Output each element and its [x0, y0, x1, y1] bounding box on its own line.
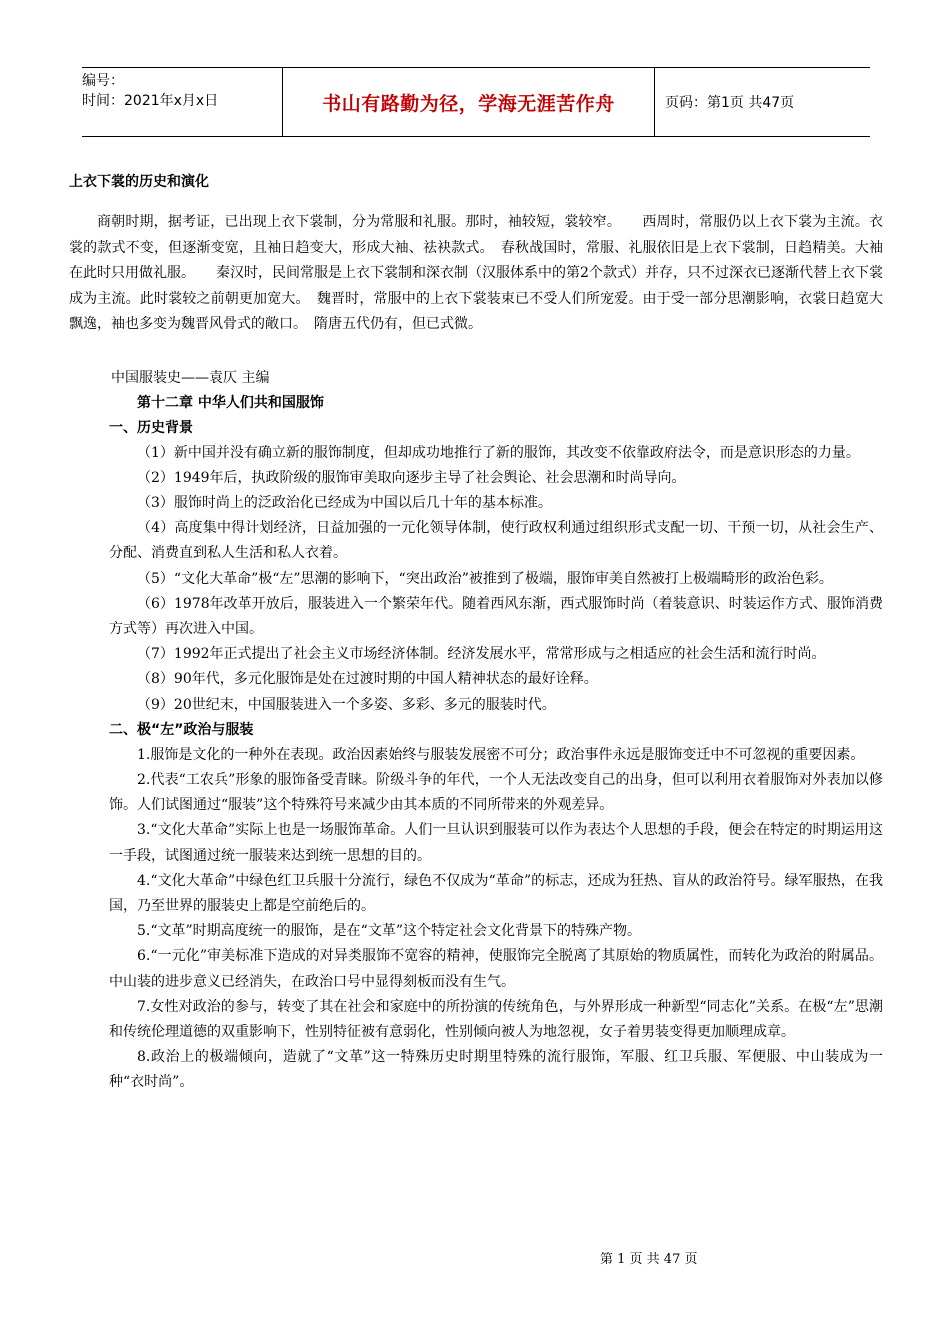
header-time-label: 时间：2021年x月x日 [82, 93, 219, 109]
part1-title: 一、历史背景 [109, 419, 193, 436]
list-item: 1.服饰是文化的一种外在表现。政治因素始终与服装发展密不可分；政治事件永远是服饰变迁中不可忽视的重要因素。 [137, 746, 865, 763]
list-item: 4.“文化大革命”中绿色红卫兵服十分流行，绿色不仅成为“革命”的标志，还成为狂热、盲从的政治符号。绿军服热，在我国，乃至世界的服装史上都是空前绝后的。 [109, 872, 883, 914]
document-body [69, 170, 883, 1096]
part1-list [69, 441, 883, 718]
list-item: 8.政治上的极端倾向，造就了“文革”这一特殊历史时期里特殊的流行服饰，军服、红卫兵服、军便服、中山装成为一种“衣时尚”。 [109, 1049, 883, 1091]
list-item: 3.“文化大革命”实际上也是一场服饰革命。人们一旦认识到服装可以作为表达个人思想的手段，便会在特定的时期运用这一手段，试图通过统一服装来达到统一思想的目的。 [109, 822, 883, 864]
list-item: 5.“文革”时期高度统一的服饰，是在“文革”这个特定社会文化背景下的特殊产物。 [137, 923, 641, 940]
list-item: （7）1992年正式提出了社会主义市场经济体制。经济发展水平，常常形成与之相适应的社会生活和流行时尚。 [137, 646, 826, 663]
chapter-title: 第十二章 中华人们共和国服饰 [137, 394, 324, 411]
header-motto: 书山有路勤为径，学海无涯苦作舟 [322, 92, 615, 115]
section-title: 上衣下裳的历史和演化 [69, 174, 209, 190]
list-item: 7.女性对政治的参与，转变了其在社会和家庭中的所扮演的传统角色，与外界形成一种新型“同志化”关系。在极“左”思潮和传统伦理道德的双重影响下，性别特征被有意弱化，性别倾向被人为地忽视，女子着男装变得更加顺理成章。 [109, 998, 883, 1040]
header-id-label: 编号： [82, 73, 124, 89]
list-item: （3）服饰时尚上的泛政治化已经成为中国以后几十年的基本标准。 [137, 494, 552, 511]
list-item: （6）1978年改革开放后，服装进入一个繁荣年代。随着西风东渐，西式服饰时尚（着装意识、时装运作方式、服饰消费方式等）再次进入中国。 [109, 595, 883, 637]
page-header [82, 67, 870, 137]
list-item: （4）高度集中得计划经济，日益加强的一元化领导体制，使行政权利通过组织形式支配一切、干预一切，从社会生产、分配、消费直到私人生活和私人衣着。 [109, 520, 883, 562]
header-motto-cell [282, 68, 655, 136]
part2-list [69, 743, 883, 1096]
intro-paragraph: 商朝时期，据考证，已出现上衣下裳制，分为常服和礼服。那时，袖较短，裳较窄。 西周时，常服仍以上衣下裳为主流。衣裳的款式不变，但逐渐变宽，且袖日趋变大，形成大袖、祛袂款式。 春秋战国时，常服、礼服依旧是上衣下裳制，日趋精美。大袖在此时只用做礼服。 秦汉时，民间常服是上衣下裳制和深衣制（汉服体系中的第2个款式）并存，只不过深衣已逐渐代替上衣下裳成为主流。此时裳较之前朝更加宽大。 魏晋时，常服中的上衣下裳装束已不受人们所宠爱。由于受一部分思潮影响，衣裳日趋宽大飘逸，袖也多变为魏晋风骨式的敞口。 隋唐五代仍有，但已式微。 [69, 214, 883, 332]
header-meta [82, 68, 282, 136]
book-reference: 中国服装史——袁仄 主编 [111, 369, 270, 386]
list-item: （9）20世纪末，中国服装进入一个多姿、多彩、多元的服装时代。 [137, 696, 556, 713]
part2-title: 二、极“左”政治与服装 [109, 721, 254, 738]
list-item: （5）“文化大革命”极“左”思潮的影响下，“突出政治”被推到了极端，服饰审美自然被打上极端畸形的政治色彩。 [137, 570, 833, 587]
list-item: （2）1949年后，执政阶级的服饰审美取向逐步主导了社会舆论、社会思潮和时尚导向。 [137, 469, 686, 486]
list-item: 2.代表“工农兵”形象的服饰备受青睐。阶级斗争的年代，一个人无法改变自己的出身，但可以利用衣着服饰对外表加以修饰。人们试图通过“服装”这个特殊符号来减少由其本质的不同所带来的外观差异。 [109, 771, 883, 814]
list-item: （8）90年代，多元化服饰是处在过渡时期的中国人精神状态的最好诠释。 [137, 671, 598, 688]
header-page-info: 页码：第1页 共47页 [665, 95, 795, 111]
list-item: 6.“一元化”审美标准下造成的对异类服饰不宽容的精神，使服饰完全脱离了其原始的物质属性，而转化为政治的附属品。中山装的进步意义已经消失，在政治口号中显得刻板而没有生气。 [109, 948, 883, 990]
page-footer: 第 1 页 共 47 页 [600, 1252, 698, 1267]
list-item: （1）新中国并没有确立新的服饰制度，但却成功地推行了新的服饰，其改变不依靠政府法令，而是意识形态的力量。 [137, 444, 860, 461]
